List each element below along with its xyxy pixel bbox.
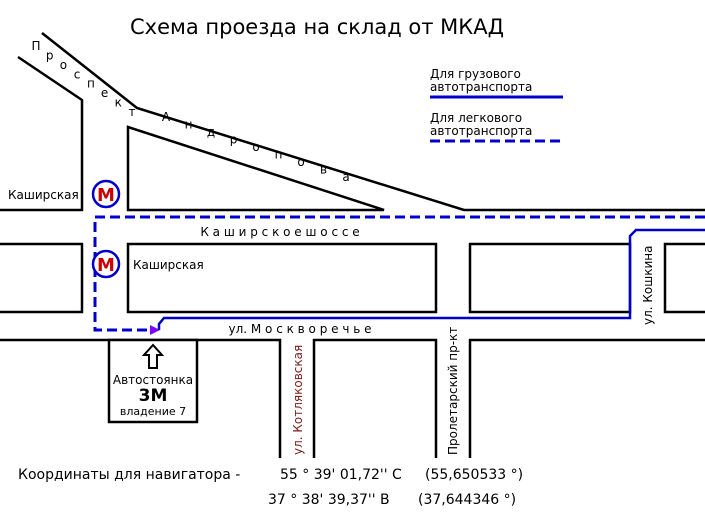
andropova-letter: к — [114, 95, 122, 110]
andropova-letter: т — [128, 105, 136, 119]
metro-station-1 — [8, 181, 119, 207]
andropova-letter: р — [45, 48, 54, 63]
street-label-kashirskoe: К а ш и р с к о е ш о с с е — [200, 225, 360, 239]
andropova-letter: п — [274, 147, 283, 162]
block-middle-right — [470, 244, 630, 312]
coordinates — [18, 467, 523, 508]
street-label-moskvorechye: ул. М о с к в о р е ч ь е — [228, 322, 372, 336]
street-label-proletarsky: Пролетарский пр-кт — [446, 326, 460, 455]
andropova-letter: П — [31, 39, 41, 53]
longitude-dms: 37 ° 38' 39,37'' В — [268, 492, 390, 508]
legend-truck-line2: автотранспорта — [430, 80, 533, 94]
legend-truck-label — [430, 67, 532, 94]
block-left — [0, 244, 82, 312]
block-kashirskaya — [128, 244, 436, 312]
andropova-letter: п — [86, 76, 95, 91]
andropova-letter: д — [206, 125, 216, 139]
parking-line3: владение 7 — [119, 405, 187, 418]
metro-symbol: М — [97, 255, 115, 276]
metro-station-2 — [93, 251, 204, 277]
andropova-letter: е — [100, 86, 109, 101]
parking-lot — [109, 340, 197, 422]
legend-car-line1: Для легкового — [430, 111, 523, 125]
latitude-dms: 55 ° 39' 01,72'' С — [280, 467, 402, 483]
andropova-letter: р — [229, 132, 238, 147]
legend-car-line2: автотранспорта — [430, 124, 533, 138]
block-far-right — [665, 244, 705, 312]
street-label-kotlyakovskaya: ул. Котляковская — [291, 344, 305, 455]
legend — [430, 67, 563, 141]
parking-line1: Автостоянка — [112, 373, 194, 387]
bottom-edge-2 — [314, 340, 436, 458]
street-label-koshkina: ул. Кошкина — [641, 245, 655, 325]
andropova-letter: о — [297, 155, 305, 169]
legend-car-label — [430, 111, 532, 138]
andropova-letter: о — [59, 57, 68, 72]
street-label-andropova — [31, 39, 349, 184]
andropova-letter: н — [184, 117, 193, 132]
metro-station-label: Каширская — [8, 188, 79, 202]
latitude-decimal: (55,650533 °) — [425, 467, 524, 483]
metro-symbol: М — [97, 185, 115, 206]
parking-line2: 3М — [138, 386, 168, 406]
longitude-decimal: (37,644346 °) — [418, 492, 517, 508]
metro-station-label: Каширская — [133, 258, 204, 272]
andropova-letter: в — [319, 162, 328, 177]
andropova-outer-edge — [42, 33, 705, 210]
andropova-letter: А — [161, 110, 171, 124]
map-title: Схема проезда на склад от МКАД — [129, 15, 505, 39]
legend-truck-line1: Для грузового — [430, 67, 521, 81]
andropova-letter: а — [342, 170, 350, 184]
coordinates-label: Координаты для навигатора - — [18, 467, 241, 483]
bottom-edge-3 — [470, 340, 705, 458]
andropova-letter: с — [73, 67, 81, 82]
andropova-letter: о — [252, 140, 260, 154]
